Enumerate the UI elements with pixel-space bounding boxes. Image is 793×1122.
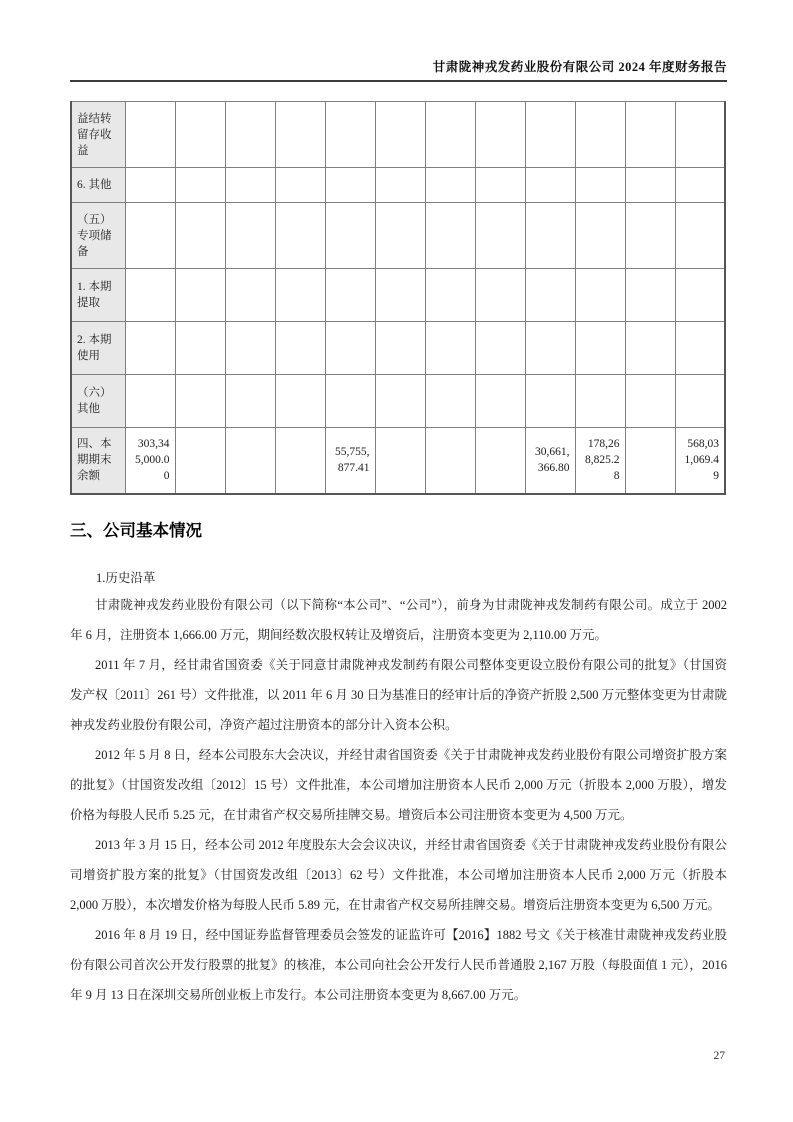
table-cell [275, 322, 325, 375]
table-cell [625, 428, 675, 494]
table-cell [575, 322, 625, 375]
table-cell [425, 102, 475, 168]
table-cell [275, 269, 325, 322]
table-cell [225, 269, 275, 322]
table-cell [475, 269, 525, 322]
table-cell [225, 322, 275, 375]
table-cell [475, 375, 525, 428]
paragraph: 2016 年 8 月 19 日，经中国证券监督管理委员会签发的证监许可【2016】1882 号文《关于核准甘肃陇神戎发药业股份有限公司首次公开发行股票的批复》的核准，本公司向社会公开发行人民币普通股 2,167 万股（每股面值 1 元），2016 年 9 月 13 日在深圳交易所创业板上市发行。本公司注册资本变更为 8,667.00 万元。 [70, 927, 727, 1002]
table-cell [275, 168, 325, 203]
table-cell [575, 375, 625, 428]
table-cell [475, 168, 525, 203]
table-cell [375, 203, 425, 269]
table-cell [125, 322, 175, 375]
table-cell [325, 203, 375, 269]
table-cell [675, 269, 725, 322]
table-cell [575, 203, 625, 269]
table-cell [575, 269, 625, 322]
table-cell [525, 269, 575, 322]
table-cell [175, 269, 225, 322]
table-cell [675, 102, 725, 168]
table-cell [675, 375, 725, 428]
table-cell [475, 102, 525, 168]
table-cell [125, 375, 175, 428]
table-cell [525, 102, 575, 168]
table-cell: 568,031,069.49 [675, 428, 725, 494]
table-cell [625, 203, 675, 269]
table-row [71, 322, 725, 375]
table-row [71, 102, 725, 168]
table-row [71, 375, 725, 428]
table-cell [275, 203, 325, 269]
row-label: 6. 其他 [71, 168, 125, 203]
table-cell [175, 322, 225, 375]
table-cell [475, 203, 525, 269]
table-cell [425, 375, 475, 428]
table-cell [325, 375, 375, 428]
table-cell [525, 168, 575, 203]
row-label: 1. 本期提取 [71, 269, 125, 322]
row-label: 2. 本期使用 [71, 322, 125, 375]
paragraph: 2012 年 5 月 8 日，经本公司股东大会决议，并经甘肃省国资委《关于甘肃陇神戎发药业股份有限公司增资扩股方案的批复》（甘国资发改组〔2012〕15 号）文件批准，本公司增加注册资本人民币 2,000 万元（折股本 2,000 万股），增发价格为每股人民币 5.25 元，在甘肃省产权交易所挂牌交易。增资后本公司注册资本变更为 4,500 万元。 [70, 747, 727, 822]
table-row [71, 203, 725, 269]
paragraph: 2011 年 7 月，经甘肃省国资委《关于同意甘肃陇神戎发制药有限公司整体变更设立股份有限公司的批复》（甘国资发产权〔2011〕261 号）文件批准，以 2011 年 6 月 30 日为基准日的经审计后的净资产折股 2,500 万元整体变更为甘肃陇神戎发药业股份有限公司，净资产超过注册资本的部分计入资本公积。 [70, 657, 727, 732]
table-cell [225, 428, 275, 494]
row-label: 四、本期期末余额 [71, 428, 125, 494]
table-cell [525, 375, 575, 428]
table-cell [375, 168, 425, 203]
table-cell [375, 375, 425, 428]
report-title: 甘肃陇神戎发药业股份有限公司 2024 年度财务报告 [432, 60, 727, 74]
table-cell [425, 322, 475, 375]
page-header [70, 0, 727, 82]
table-cell: 30,661,366.80 [525, 428, 575, 494]
table-cell [175, 102, 225, 168]
table-row [71, 168, 725, 203]
table-cell [625, 322, 675, 375]
table-cell [425, 203, 475, 269]
table-cell [225, 168, 275, 203]
table-cell [625, 375, 675, 428]
table-cell [275, 428, 325, 494]
page-number: 27 [713, 1050, 725, 1062]
table-cell [525, 203, 575, 269]
table-cell [675, 203, 725, 269]
table-cell [225, 102, 275, 168]
table-cell: 55,755,877.41 [325, 428, 375, 494]
table-cell [175, 203, 225, 269]
table-cell [425, 428, 475, 494]
table-cell: 178,268,825.28 [575, 428, 625, 494]
table-cell [175, 168, 225, 203]
table-cell [275, 102, 325, 168]
table-cell [475, 428, 525, 494]
subsection-heading: 1.历史沿革 [96, 570, 156, 585]
table-cell [175, 375, 225, 428]
table-cell [375, 322, 425, 375]
table-cell [375, 428, 425, 494]
table-cell [125, 269, 175, 322]
row-label: 益结转留存收益 [71, 102, 125, 168]
table-cell [125, 168, 175, 203]
table-cell [225, 375, 275, 428]
table-cell [375, 269, 425, 322]
paragraph: 甘肃陇神戎发药业股份有限公司（以下简称“本公司”、“公司”），前身为甘肃陇神戎发制药有限公司。成立于 2002 年 6 月，注册资本 1,666.00 万元，期间经数次股权转让及增资后，注册资本变更为 2,110.00 万元。 [70, 597, 727, 642]
table-cell [475, 322, 525, 375]
page-content [70, 0, 727, 1010]
table-cell [625, 269, 675, 322]
table-cell: 303,345,000.00 [125, 428, 175, 494]
table-cell [575, 102, 625, 168]
section-heading: 三、公司基本情况 [70, 521, 202, 540]
table-cell [275, 375, 325, 428]
row-label: （五）专项储备 [71, 203, 125, 269]
table-cell [175, 428, 225, 494]
table-cell [325, 102, 375, 168]
table-cell [325, 269, 375, 322]
history-paragraphs [70, 590, 727, 1010]
table-cell [575, 168, 625, 203]
table-cell [125, 203, 175, 269]
table-cell [125, 102, 175, 168]
table-cell [425, 168, 475, 203]
table-cell [525, 322, 575, 375]
row-label: （六）其他 [71, 375, 125, 428]
table-row-period-end-balance [71, 428, 725, 494]
table-cell [625, 102, 675, 168]
table-cell [375, 102, 425, 168]
table-cell [625, 168, 675, 203]
table-cell [225, 203, 275, 269]
table-row [71, 269, 725, 322]
table-cell [675, 322, 725, 375]
table-cell [325, 322, 375, 375]
paragraph: 2013 年 3 月 15 日，经本公司 2012 年度股东大会会议决议，并经甘肃省国资委《关于甘肃陇神戎发药业股份有限公司增资扩股方案的批复》（甘国资发改组〔2013〕62 号）文件批准，本公司增加注册资本人民币 2,000 万元（折股本 2,000 万股），本次增发价格为每股人民币 5.89 元，在甘肃省产权交易所挂牌交易。增资后注册资本变更为 6,500 万元。 [70, 837, 727, 912]
equity-table [70, 101, 726, 495]
table-cell [325, 168, 375, 203]
table-cell [425, 269, 475, 322]
table-cell [675, 168, 725, 203]
